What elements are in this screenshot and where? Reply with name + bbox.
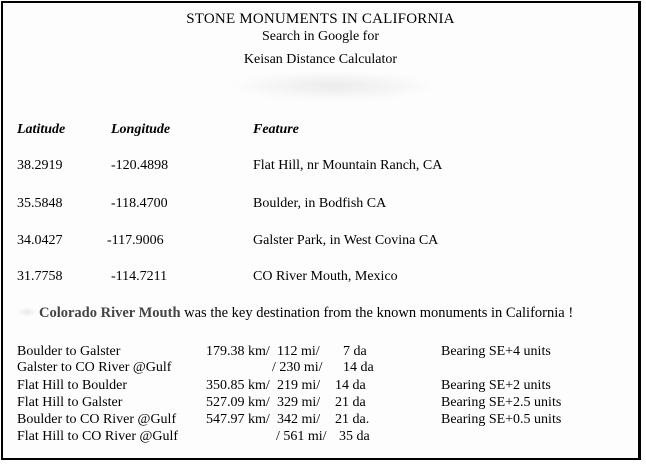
distance-bearing: Bearing SE+0.5 units bbox=[441, 412, 562, 427]
table-row-feature: Galster Park, in West Covina CA bbox=[253, 233, 439, 248]
table-row-longitude: -114.7211 bbox=[111, 269, 168, 284]
distance-days: 21 da bbox=[335, 395, 366, 410]
distance-days: 21 da. bbox=[335, 412, 370, 427]
scan-mark bbox=[17, 307, 37, 317]
table-row-latitude: 38.2919 bbox=[17, 158, 63, 173]
distance-mi: / 561 mi/ bbox=[276, 429, 327, 444]
distance-days: 7 da bbox=[343, 344, 367, 359]
calculator-name: Keisan Distance Calculator bbox=[243, 52, 398, 67]
distance-route: Flat Hill to Galster bbox=[17, 395, 123, 410]
distance-km: 547.97 km/ bbox=[206, 412, 270, 427]
page-title: STONE MONUMENTS IN CALIFORNIA bbox=[186, 11, 455, 27]
distance-mi: 342 mi/ bbox=[277, 412, 321, 427]
distance-route: Galster to CO River @Gulf bbox=[17, 360, 172, 375]
table-row-latitude: 34.0427 bbox=[17, 233, 63, 248]
distance-mi: 329 mi/ bbox=[277, 395, 321, 410]
distance-bearing: Bearing SE+2 units bbox=[441, 378, 551, 393]
distance-mi: 112 mi/ bbox=[277, 344, 320, 359]
table-row-longitude: -120.4898 bbox=[111, 158, 169, 173]
distance-km: 179.38 km/ bbox=[206, 344, 270, 359]
distance-route: Flat Hill to CO River @Gulf bbox=[17, 429, 179, 444]
search-instruction: Search in Google for bbox=[261, 29, 380, 44]
latitude-header: Latitude bbox=[17, 122, 66, 137]
destination-note-text: was the key destination from the known monuments in California ! bbox=[180, 305, 574, 321]
longitude-header: Longitude bbox=[111, 122, 171, 137]
distance-mi: / 230 mi/ bbox=[272, 360, 323, 375]
distance-km: 350.85 km/ bbox=[206, 378, 270, 393]
distance-days: 14 da bbox=[343, 360, 374, 375]
destination-name: Colorado River Mouth bbox=[39, 305, 181, 321]
distance-days: 35 da bbox=[339, 429, 370, 444]
distance-km: 527.09 km/ bbox=[206, 395, 270, 410]
distance-days: 14 da bbox=[335, 378, 366, 393]
distance-bearing: Bearing SE+4 units bbox=[441, 344, 551, 359]
scan-smudge bbox=[228, 71, 438, 101]
document-page bbox=[1, 1, 641, 460]
destination-note bbox=[17, 305, 573, 322]
table-row-longitude: -117.9006 bbox=[107, 233, 164, 248]
distance-route: Boulder to CO River @Gulf bbox=[17, 412, 177, 427]
distance-route: Boulder to Galster bbox=[17, 344, 121, 359]
distance-mi: 219 mi/ bbox=[277, 378, 321, 393]
feature-header: Feature bbox=[253, 122, 299, 137]
table-row-latitude: 35.5848 bbox=[17, 196, 63, 211]
table-row-feature: Flat Hill, nr Mountain Ranch, CA bbox=[253, 158, 443, 173]
table-row-feature: Boulder, in Bodfish CA bbox=[253, 196, 387, 211]
distance-bearing: Bearing SE+2.5 units bbox=[441, 395, 562, 410]
table-row-latitude: 31.7758 bbox=[17, 269, 63, 284]
distance-route: Flat Hill to Boulder bbox=[17, 378, 128, 393]
table-row-longitude: -118.4700 bbox=[111, 196, 168, 211]
table-row-feature: CO River Mouth, Mexico bbox=[253, 269, 398, 284]
